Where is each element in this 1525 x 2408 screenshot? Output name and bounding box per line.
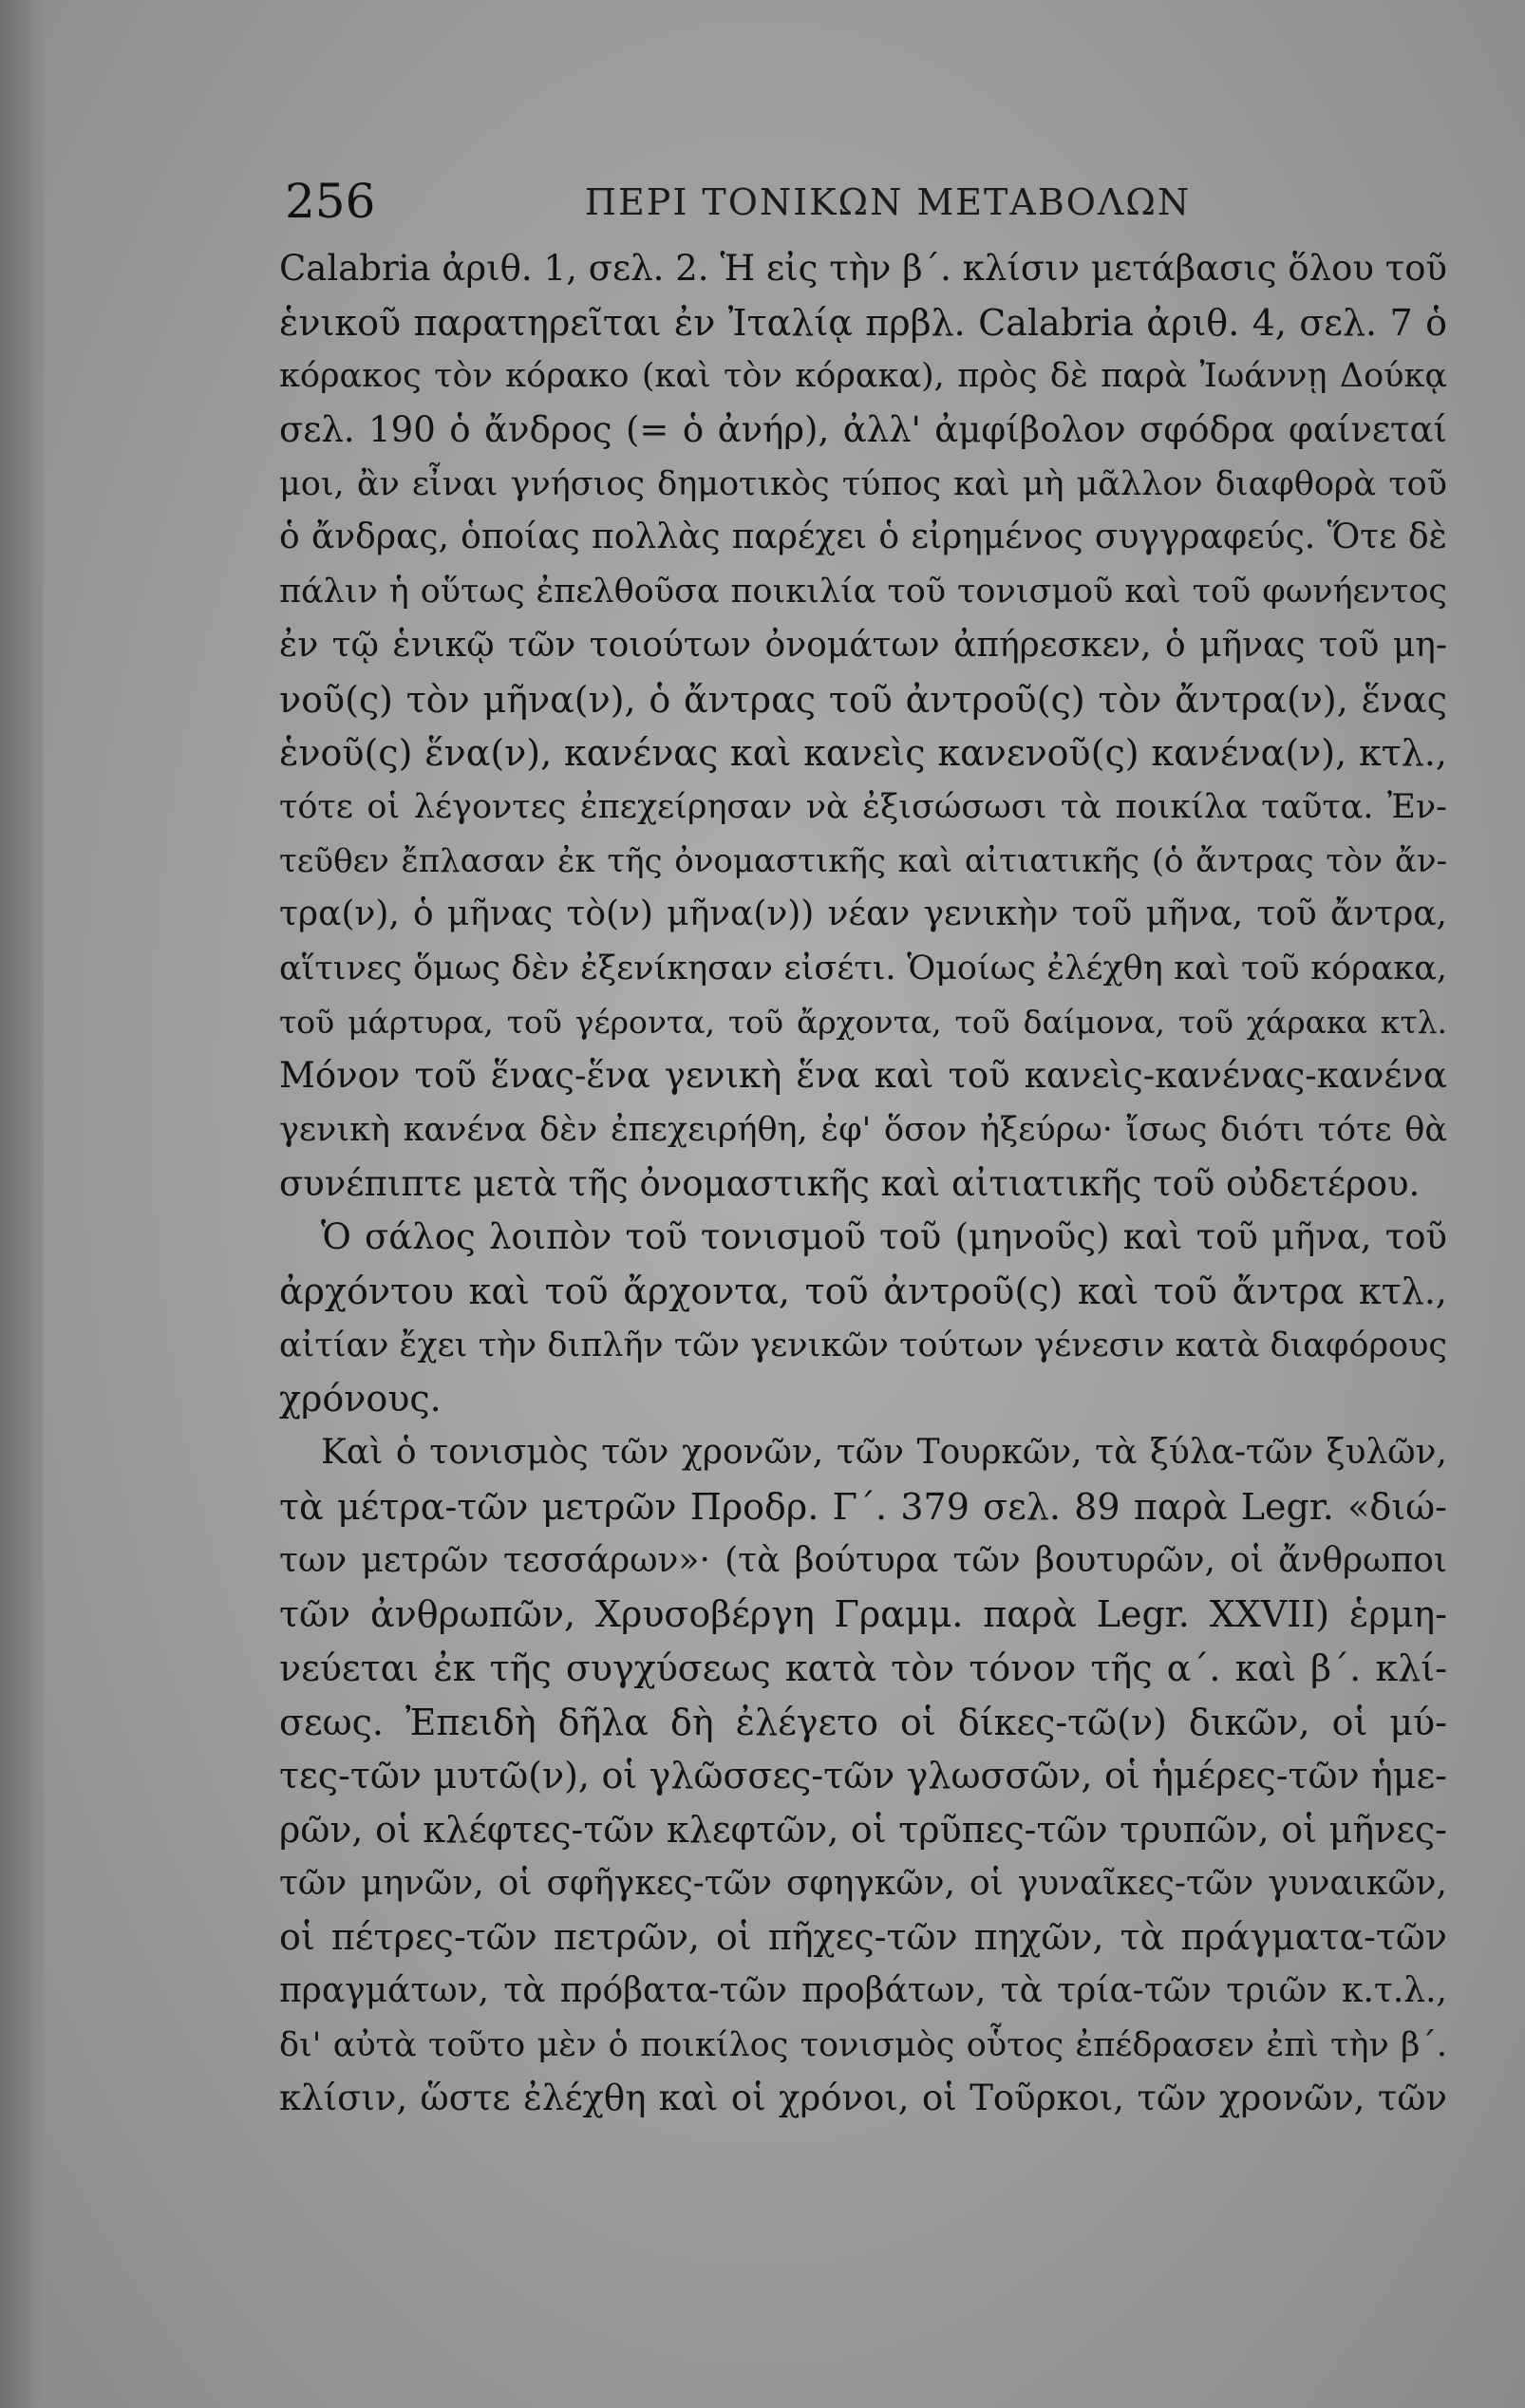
text-line: των μετρῶν τεσσάρων»· (τὰ βούτυρα τῶν βουτυρῶν, οἱ ἄνθρωποι (279, 1540, 1447, 1580)
text-line: τες-τῶν μυτῶ(ν), οἱ γλῶσσες-τῶν γλωσσῶν, οἱ ἡμέρες-τῶν ἡμε- (279, 1755, 1447, 1797)
text-line: Μόνον τοῦ ἕνας-ἕνα γενικὴ ἕνα καὶ τοῦ κανεὶς-κανένας-κανένα (279, 1055, 1447, 1097)
text-line: μοι, ἂν εἶναι γνήσιος δημοτικὸς τύπος καὶ μὴ μᾶλλον διαφθορὰ τοῦ (279, 464, 1447, 503)
text-line: τὰ μέτρα-τῶν μετρῶν Προδρ. Γ΄. 379 σελ. 89 παρὰ Legr. «διώ- (279, 1485, 1447, 1528)
text-line: σελ. 190 ὁ ἄνδρος (= ὁ ἀνήρ), ἀλλ' ἀμφίβολον σφόδρα φαίνεταί (279, 409, 1447, 451)
running-head: ΠΕΡΙ ΤΟΝΙΚΩΝ ΜΕΤΑΒΟΛΩΝ (584, 181, 1192, 223)
text-line: ἀρχόντου καὶ τοῦ ἄρχοντα, τοῦ ἀντροῦ(ς) καὶ τοῦ ἄντρα κτλ., (279, 1270, 1447, 1313)
text-line: τότε οἱ λέγοντες ἐπεχείρησαν νὰ ἐξισώσωσι τὰ ποικίλα ταῦτα. Ἐν- (279, 787, 1447, 826)
text-line: σεως. Ἐπειδὴ δῆλα δὴ ἐλέγετο οἱ δίκες-τῶ(ν) δικῶν, οἱ μύ- (279, 1701, 1447, 1743)
text-line: ρῶν, οἱ κλέφτες-τῶν κλεφτῶν, οἱ τρῦπες-τῶν τρυπῶν, οἱ μῆνες- (279, 1808, 1447, 1851)
page-gutter-shadow (0, 0, 44, 2408)
text-line: κλίσιν, ὥστε ἐλέχθη καὶ οἱ χρόνοι, οἱ Τοῦρκοι, τῶν χρονῶν, τῶν (279, 2078, 1447, 2119)
text-line: Ὁ σάλος λοιπὸν τοῦ τονισμοῦ τοῦ (μηνοῦς) καὶ τοῦ μῆνα, τοῦ (321, 1216, 1447, 1258)
text-line: πάλιν ἡ οὕτως ἐπελθοῦσα ποικιλία τοῦ τονισμοῦ καὶ τοῦ φωνήεντος (279, 573, 1447, 611)
text-line: τοῦ μάρτυρα, τοῦ γέροντα, τοῦ ἄρχοντα, τοῦ δαίμονα, τοῦ χάρακα κτλ. (279, 1003, 1447, 1041)
text-line: κόρακος τὸν κόρακο (καὶ τὸν κόρακα), πρὸς δὲ παρὰ Ἰωάννῃ Δούκᾳ (279, 357, 1447, 396)
text-line: τρα(ν), ὁ μῆνας τὸ(ν) μῆνα(ν)) νέαν γενικὴν τοῦ μῆνα, τοῦ ἄντρα, (279, 894, 1447, 934)
text-line: ὁ ἄνδρας, ὁποίας πολλὰς παρέχει ὁ εἰρημένος συγγραφεύς. Ὅτε δὲ (279, 517, 1447, 557)
text-line: νοῦ(ς) τὸν μῆνα(ν), ὁ ἄντρας τοῦ ἀντροῦ(ς) τὸν ἄντρα(ν), ἕνας (279, 678, 1447, 721)
text-line: ἑνικοῦ παρατηρεῖται ἐν Ἰταλίᾳ πρβλ. Calabria ἀριθ. 4, σελ. 7 ὁ (279, 301, 1447, 344)
text-line: τῶν μηνῶν, οἱ σφῆγκες-τῶν σφηγκῶν, οἱ γυναῖκες-τῶν γυναικῶν, (279, 1863, 1447, 1903)
text-line: ἐν τῷ ἑνικῷ τῶν τοιούτων ὀνομάτων ἀπήρεσκεν, ὁ μῆνας τοῦ μη- (279, 625, 1447, 665)
text-line: συνέπιπτε μετὰ τῆς ὀνομαστικῆς καὶ αἰτιατικῆς τοῦ οὐδετέρου. (279, 1162, 1421, 1204)
text-line: αἵτινες ὅμως δὲν ἐξενίκησαν εἰσέτι. Ὁμοίως ἐλέχθη καὶ τοῦ κόρακα, (279, 949, 1447, 988)
text-line: οἱ πέτρες-τῶν πετρῶν, οἱ πῆχες-τῶν πηχῶν, τὰ πράγματα-τῶν (279, 1916, 1447, 1959)
page-header (285, 173, 1434, 230)
text-line: Calabria ἀριθ. 1, σελ. 2. Ἡ εἰς τὴν β΄. κλίσιν μετάβασις ὅλου τοῦ (279, 248, 1447, 289)
text-line: αἰτίαν ἔχει τὴν διπλῆν τῶν γενικῶν τούτων γένεσιν κατὰ διαφόρους (279, 1326, 1447, 1364)
text-line: ἑνοῦ(ς) ἕνα(ν), κανένας καὶ κανεὶς κανενοῦ(ς) κανένα(ν), κτλ., (279, 732, 1447, 775)
text-line: πραγμάτων, τὰ πρόβατα-τῶν προβάτων, τὰ τρία-τῶν τριῶν κ.τ.λ., (279, 1971, 1447, 2010)
text-line: Καὶ ὁ τονισμὸς τῶν χρονῶν, τῶν Τουρκῶν, τὰ ξύλα-τῶν ξυλῶν, (321, 1433, 1447, 1473)
body-text (279, 242, 1447, 2126)
text-line: νεύεται ἐκ τῆς συγχύσεως κατὰ τὸν τόνον τῆς α΄. καὶ β΄. κλί- (279, 1646, 1447, 1689)
text-line: τῶν ἀνθρωπῶν, Χρυσοβέργη Γραμμ. παρὰ Legr. XXVII) ἑρμη- (279, 1593, 1447, 1636)
text-line: χρόνους. (279, 1378, 442, 1420)
page-number: 256 (285, 174, 376, 229)
text-line: γενικὴ κανένα δὲν ἐπεχειρήθη, ἐφ' ὅσον ἠξεύρω· ἴσως διότι τότε θὰ (279, 1111, 1447, 1149)
text-line: δι' αὐτὰ τοῦτο μὲν ὁ ποικίλος τονισμὸς οὗτος ἐπέδρασεν ἐπὶ τὴν β΄. (279, 2025, 1447, 2064)
text-line: τεῦθεν ἔπλασαν ἐκ τῆς ὀνομαστικῆς καὶ αἰτιατικῆς (ὁ ἄντρας τὸν ἄν- (279, 841, 1447, 880)
